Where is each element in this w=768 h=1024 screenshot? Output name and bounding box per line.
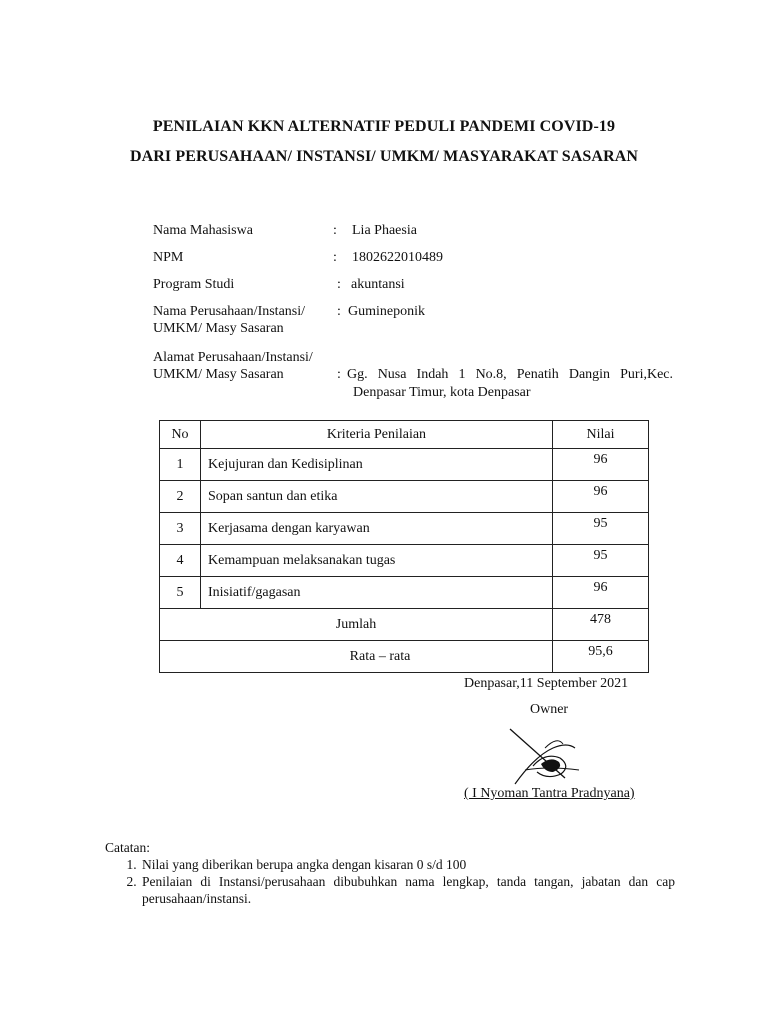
row-score: 96 (553, 577, 649, 609)
row-no: 3 (160, 513, 201, 545)
row-no: 5 (160, 577, 201, 609)
handwritten-signature (505, 726, 585, 786)
average-value: 95,6 (553, 641, 649, 673)
prodi-value: akuntansi (351, 277, 405, 292)
row-score: 96 (553, 481, 649, 513)
header-criteria: Kriteria Penilaian (201, 421, 553, 449)
perusahaan-colon: : (337, 304, 341, 319)
signatory-name: ( I Nyoman Tantra Pradnyana) (464, 786, 635, 801)
alamat-value-line-2: Denpasar Timur, kota Denpasar (353, 385, 531, 400)
header-no: No (160, 421, 201, 449)
row-criteria: Sopan santun dan etika (201, 481, 553, 513)
alamat-label-line-1: Alamat Perusahaan/Instansi/ (153, 350, 313, 365)
total-label: Jumlah (160, 609, 553, 641)
alamat-label-line-2: UMKM/ Masy Sasaran (153, 367, 284, 382)
npm-label: NPM (153, 250, 184, 265)
perusahaan-value: Gumineponik (348, 304, 425, 319)
document-title-line-2: DARI PERUSAHAAN/ INSTANSI/ UMKM/ MASYARAKAT SASARAN (129, 148, 639, 165)
perusahaan-label-line-1: Nama Perusahaan/Instansi/ (153, 304, 306, 319)
nama-label: Nama Mahasiswa (153, 223, 253, 238)
signature-role: Owner (530, 702, 569, 717)
prodi-colon: : (337, 277, 341, 292)
row-criteria: Kemampuan melaksanakan tugas (201, 545, 553, 577)
list-item: 2. Penilaian di Instansi/perusahaan dibubuhkan nama lengkap, tanda tangan, jabatan dan cap perusahaan/instansi. (140, 873, 675, 907)
signature-place-date: Denpasar,11 September 2021 (464, 676, 629, 691)
nama-value: Lia Phaesia (352, 223, 417, 238)
assessment-table (159, 420, 649, 673)
npm-value: 1802622010489 (352, 250, 443, 265)
table-row (160, 577, 649, 609)
notes-section (105, 839, 675, 907)
average-label: Rata – rata (160, 641, 553, 673)
row-no: 1 (160, 449, 201, 481)
table-row (160, 545, 649, 577)
info-row-alamat (153, 349, 673, 401)
row-score: 95 (553, 545, 649, 577)
nama-colon: : (333, 223, 337, 238)
info-row-perusahaan (153, 303, 673, 339)
notes-list (105, 856, 675, 907)
row-no: 4 (160, 545, 201, 577)
table-row (160, 449, 649, 481)
notes-heading: Catatan: (105, 840, 150, 855)
row-criteria: Inisiatif/gagasan (201, 577, 553, 609)
row-no: 2 (160, 481, 201, 513)
alamat-colon: : (337, 367, 341, 382)
npm-colon: : (333, 250, 337, 265)
table-row (160, 481, 649, 513)
list-item: 1. Nilai yang diberikan berupa angka dengan kisaran 0 s/d 100 (140, 856, 675, 873)
row-score: 96 (553, 449, 649, 481)
row-score: 95 (553, 513, 649, 545)
table-row (160, 513, 649, 545)
table-average-row (160, 641, 649, 673)
alamat-value-line-1: Gg. Nusa Indah 1 No.8, Penatih Dangin Puri,Kec. (347, 367, 673, 382)
table-header-row (160, 421, 649, 449)
total-value: 478 (553, 609, 649, 641)
table-total-row (160, 609, 649, 641)
perusahaan-label-line-2: UMKM/ Masy Sasaran (153, 321, 284, 336)
header-score: Nilai (553, 421, 649, 449)
prodi-label: Program Studi (153, 277, 235, 292)
row-criteria: Kerjasama dengan karyawan (201, 513, 553, 545)
document-title-line-1: PENILAIAN KKN ALTERNATIF PEDULI PANDEMI COVID-19 (152, 118, 616, 135)
row-criteria: Kejujuran dan Kedisiplinan (201, 449, 553, 481)
